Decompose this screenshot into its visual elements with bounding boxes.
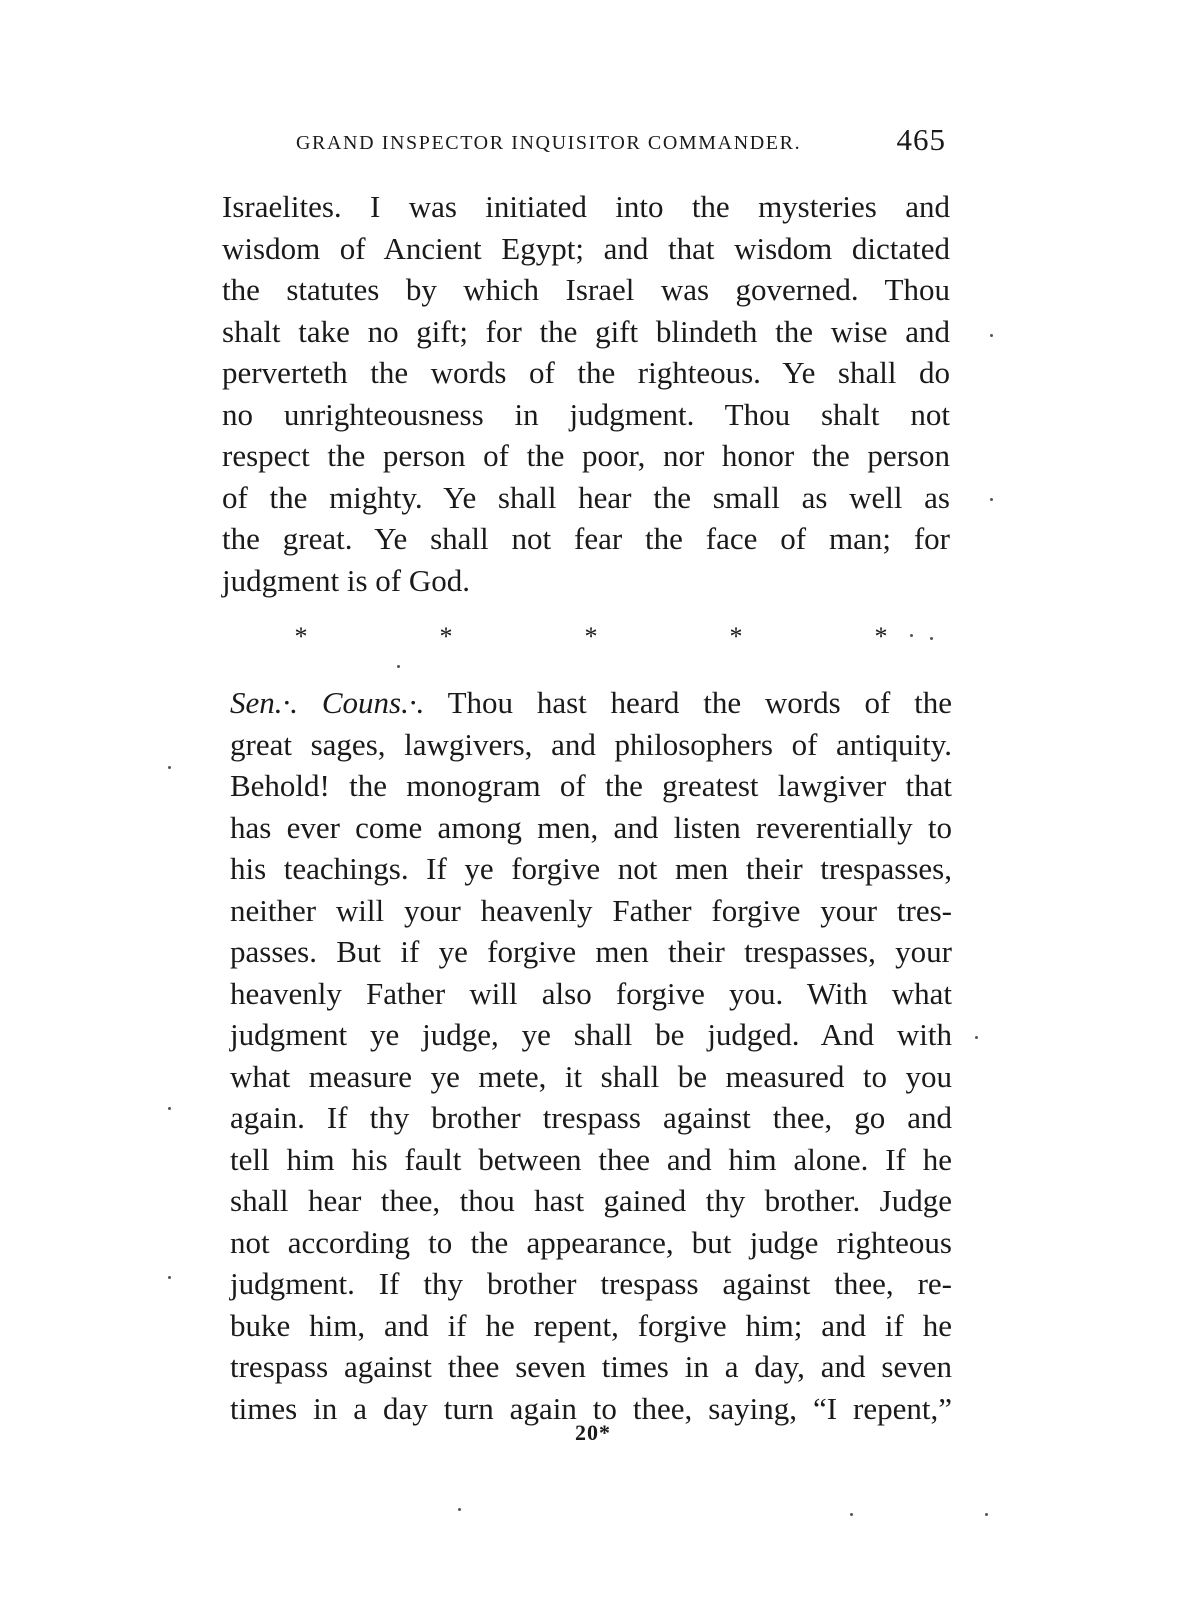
paper-speck — [930, 637, 933, 640]
text-line-first — [230, 682, 952, 724]
paper-speck — [985, 1513, 988, 1516]
text-line: the great. Ye shall not fear the face of man; for — [222, 521, 950, 556]
text-line: Behold! the monogram of the greatest lawgiver that — [230, 768, 952, 803]
paper-speck — [458, 1508, 461, 1511]
paper-speck — [168, 766, 171, 769]
asterisk-mark: * — [294, 622, 308, 651]
text-line: no unrighteousness in judgment. Thou shalt not — [222, 396, 950, 432]
text-line: respect the person of the poor, nor honor the person — [222, 438, 950, 473]
text-line: his teachings. If ye forgive not men their trespasses, — [230, 851, 952, 886]
text-line: Israelites. I was initiated into the mysteries and — [222, 189, 950, 224]
paper-speck — [397, 665, 400, 668]
asterisk-mark: * — [729, 622, 743, 651]
text-line: judgment is of God. — [222, 562, 470, 598]
text-line: judgment. If thy brother trespass against thee, re- — [230, 1266, 952, 1301]
text-line: perverteth the words of the righteous. Ye shall do — [222, 355, 950, 390]
text-line: what measure ye mete, it shall be measured to you — [230, 1058, 952, 1094]
paper-speck — [168, 1107, 171, 1110]
text-line: again. If thy brother trespass against thee, go and — [230, 1100, 952, 1135]
text-line: trespass against thee seven times in a day, and seven — [230, 1349, 952, 1384]
asterisk-mark: * — [584, 622, 598, 651]
running-title: GRAND INSPECTOR INQUISITOR COMMANDER. — [296, 132, 802, 154]
text-line: of the mighty. Ye shall hear the small as well as — [222, 479, 950, 515]
text-line: the statutes by which Israel was governed. Thou — [222, 272, 950, 307]
asterisk-mark: * — [874, 622, 888, 651]
text-line: buke him, and if he repent, forgive him; and if he — [230, 1307, 952, 1343]
paragraph-2 — [230, 682, 952, 1429]
running-head — [296, 122, 946, 162]
text-line: neither will your heavenly Father forgive your tres- — [230, 892, 952, 928]
paper-speck — [975, 1036, 978, 1039]
text-line: has ever come among men, and listen reverentially to — [230, 809, 952, 845]
asterisk-mark: * — [439, 622, 453, 651]
text-line: great sages, lawgivers, and philosophers of antiquity. — [230, 726, 952, 762]
text-line: shalt take no gift; for the gift blindeth the wise and — [222, 313, 950, 349]
paper-speck — [990, 498, 993, 501]
paper-speck — [910, 634, 913, 637]
speaker-label: Sen.·. Couns.·. — [230, 685, 425, 720]
text-line: heavenly Father will also forgive you. With what — [230, 975, 952, 1011]
paper-speck — [850, 1513, 853, 1516]
text-line: times in a day turn again to thee, saying, “I repent,” — [230, 1390, 952, 1426]
first-line-text: Thou hast heard the words of the — [424, 685, 952, 720]
text-line: passes. But if ye forgive men their trespasses, your — [230, 934, 952, 969]
paragraph-1 — [222, 186, 950, 601]
text-line: wisdom of Ancient Egypt; and that wisdom dictated — [222, 230, 950, 266]
section-break-asterisms — [286, 622, 896, 662]
text-line: not according to the appearance, but judge righteous — [230, 1224, 952, 1260]
paper-speck — [990, 334, 993, 337]
text-line: tell him his fault between thee and him alone. If he — [230, 1141, 952, 1177]
paper-speck — [168, 1276, 171, 1279]
text-line: shall hear thee, thou hast gained thy brother. Judge — [230, 1183, 952, 1218]
text-line: judgment ye judge, ye shall be judged. And with — [230, 1017, 952, 1052]
signature-mark: 20* — [575, 1420, 611, 1445]
page-number: 465 — [896, 122, 946, 157]
